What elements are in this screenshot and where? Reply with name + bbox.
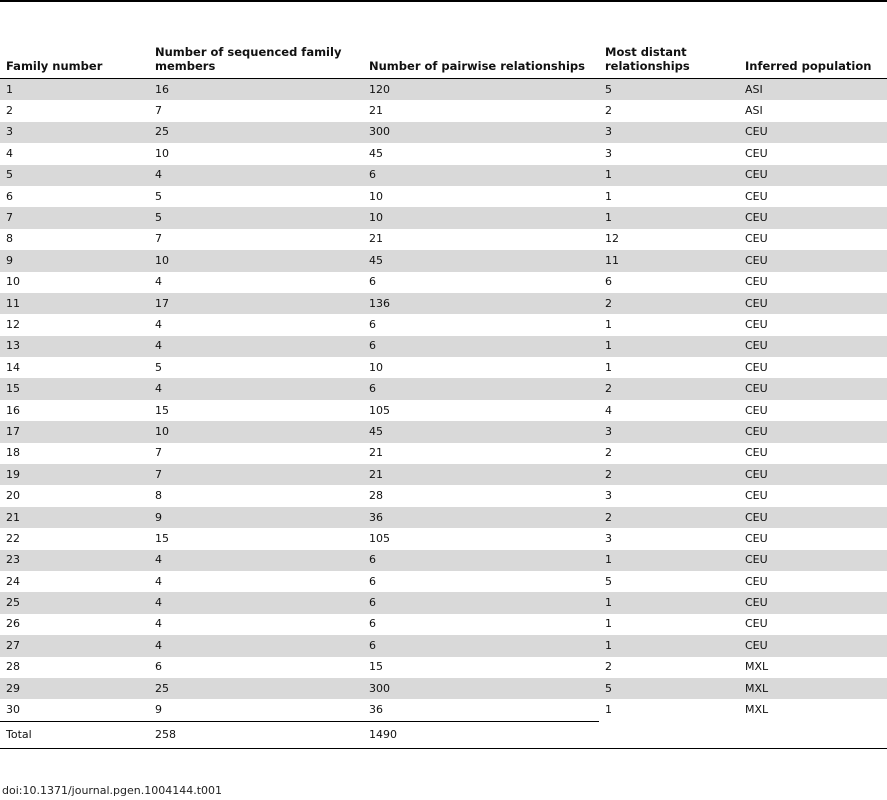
table-row [0,272,887,293]
cell-family-number: 5 [0,165,149,186]
cell-most-distant: 2 [599,507,739,528]
cell-inferred-population: CEU [739,421,887,442]
cell-pairwise-relationships: 300 [363,678,599,699]
cell-family-number: 8 [6,232,13,246]
cell-most-distant: 2 [599,464,739,485]
cell-most-distant: 2 [599,293,739,314]
table-row [0,79,887,101]
cell-most-distant: 11 [599,250,739,271]
cell-inferred-population: CEU [739,635,887,656]
cell-pairwise-relationships: 6 [363,378,599,399]
cell-sequenced-members: 15 [155,403,169,417]
cell-most-distant: 1 [599,207,739,228]
cell-most-distant: 1 [605,317,612,331]
total-label: Total [0,721,149,748]
header-inferred-population: Inferred population [739,27,887,79]
table-row [0,443,887,464]
cell-inferred-population: CEU [739,378,887,399]
cell-family-number: 15 [0,378,149,399]
cell-most-distant: 3 [605,531,612,545]
cell-most-distant: 1 [599,635,739,656]
cell-inferred-population: MXL [745,660,769,674]
cell-most-distant: 1 [605,617,612,631]
cell-sequenced-members: 7 [155,232,162,246]
cell-family-number: 29 [0,678,149,699]
cell-most-distant: 1 [599,165,739,186]
table-row [0,336,887,357]
cell-family-number: 24 [6,574,20,588]
cell-inferred-population: CEU [745,531,768,545]
cell-pairwise-relationships: 6 [369,317,376,331]
table-row [0,229,887,250]
cell-sequenced-members: 25 [149,122,363,143]
cell-pairwise-relationships: 36 [369,703,383,717]
cell-sequenced-members: 9 [155,703,162,717]
cell-inferred-population: CEU [739,250,887,271]
cell-pairwise-relationships: 28 [369,489,383,503]
cell-most-distant: 2 [605,660,612,674]
cell-family-number: 4 [6,146,13,160]
cell-family-number: 18 [6,446,20,460]
cell-sequenced-members: 7 [155,104,162,118]
cell-family-number: 2 [6,104,13,118]
cell-sequenced-members: 5 [149,207,363,228]
cell-inferred-population: MXL [745,703,769,717]
cell-most-distant: 1 [599,336,739,357]
cell-family-number: 12 [6,317,20,331]
cell-pairwise-relationships: 6 [363,165,599,186]
cell-inferred-population: CEU [745,403,768,417]
table-row [0,250,887,271]
total-most-distant [599,721,739,748]
cell-sequenced-members: 7 [155,446,162,460]
cell-most-distant: 3 [599,421,739,442]
cell-most-distant: 3 [605,489,612,503]
cell-family-number: 1 [0,79,149,101]
table-row [0,464,887,485]
cell-pairwise-relationships: 6 [369,574,376,588]
cell-most-distant: 1 [599,592,739,613]
cell-family-number: 25 [0,592,149,613]
cell-sequenced-members: 4 [155,617,162,631]
cell-sequenced-members: 6 [155,660,162,674]
cell-most-distant: 2 [605,104,612,118]
cell-sequenced-members: 4 [149,550,363,571]
cell-pairwise-relationships: 10 [369,189,383,203]
cell-inferred-population: ASI [739,79,887,101]
table-row [0,571,887,592]
cell-inferred-population: CEU [745,617,768,631]
table-row [0,293,887,314]
total-row [0,721,887,748]
header-most-distant: Most distant relationships [599,27,739,79]
cell-sequenced-members: 4 [149,336,363,357]
cell-most-distant: 6 [605,275,612,289]
cell-pairwise-relationships: 6 [363,635,599,656]
cell-pairwise-relationships: 21 [363,464,599,485]
table-row [0,528,887,549]
cell-family-number: 11 [0,293,149,314]
cell-most-distant: 1 [605,360,612,374]
cell-family-number: 22 [6,531,20,545]
cell-sequenced-members: 10 [149,421,363,442]
cell-pairwise-relationships: 300 [363,122,599,143]
cell-family-number: 21 [0,507,149,528]
cell-sequenced-members: 10 [149,250,363,271]
table-row [0,678,887,699]
cell-sequenced-members: 4 [149,378,363,399]
cell-family-number: 10 [6,275,20,289]
cell-pairwise-relationships: 10 [363,207,599,228]
cell-family-number: 14 [6,360,20,374]
cell-pairwise-relationships: 21 [369,104,383,118]
cell-family-number: 27 [0,635,149,656]
cell-most-distant: 5 [605,574,612,588]
cell-inferred-population: CEU [745,189,768,203]
cell-inferred-population: CEU [739,336,887,357]
cell-family-number: 16 [6,403,20,417]
cell-most-distant: 5 [599,79,739,101]
cell-family-number: 30 [6,703,20,717]
cell-pairwise-relationships: 105 [369,403,390,417]
total-population [739,721,887,748]
cell-sequenced-members: 15 [155,531,169,545]
cell-inferred-population: CEU [745,446,768,460]
cell-inferred-population: CEU [745,360,768,374]
cell-sequenced-members: 4 [149,165,363,186]
cell-pairwise-relationships: 136 [363,293,599,314]
table-row [0,485,887,506]
cell-inferred-population: CEU [745,232,768,246]
cell-pairwise-relationships: 6 [363,550,599,571]
table-row [0,550,887,571]
cell-pairwise-relationships: 36 [363,507,599,528]
table-row [0,165,887,186]
cell-family-number: 26 [6,617,20,631]
table-row [0,207,887,228]
cell-most-distant: 3 [599,122,739,143]
total-pairwise: 1490 [363,721,599,748]
cell-sequenced-members: 5 [155,189,162,203]
cell-most-distant: 2 [599,378,739,399]
cell-inferred-population: CEU [739,507,887,528]
cell-most-distant: 1 [605,703,612,717]
cell-family-number: 23 [0,550,149,571]
table-row [0,100,887,121]
header-sequenced-members: Number of sequenced family members [149,27,363,79]
cell-most-distant: 3 [605,146,612,160]
cell-sequenced-members: 9 [149,507,363,528]
table-row [0,507,887,528]
header-row [0,27,887,79]
table-row [0,357,887,378]
cell-sequenced-members: 25 [149,678,363,699]
table-row [0,614,887,635]
cell-most-distant: 1 [605,189,612,203]
cell-inferred-population: CEU [739,122,887,143]
cell-inferred-population: CEU [745,317,768,331]
doi-caption: doi:10.1371/journal.pgen.1004144.t001 [2,784,223,797]
cell-sequenced-members: 16 [149,79,363,101]
cell-pairwise-relationships: 120 [363,79,599,101]
cell-inferred-population: CEU [739,165,887,186]
cell-pairwise-relationships: 45 [363,250,599,271]
family-table [0,27,887,749]
cell-most-distant: 2 [605,446,612,460]
cell-inferred-population: CEU [739,207,887,228]
cell-most-distant: 12 [605,232,619,246]
cell-inferred-population: MXL [739,678,887,699]
cell-family-number: 20 [6,489,20,503]
cell-pairwise-relationships: 6 [363,336,599,357]
table-row [0,122,887,143]
table-row [0,421,887,442]
cell-inferred-population: CEU [745,275,768,289]
cell-sequenced-members: 4 [155,574,162,588]
cell-inferred-population: CEU [739,464,887,485]
table-body [0,79,887,722]
cell-most-distant: 4 [605,403,612,417]
cell-inferred-population: ASI [745,104,763,118]
table-row [0,400,887,421]
total-members: 258 [149,721,363,748]
cell-pairwise-relationships: 15 [369,660,383,674]
cell-inferred-population: CEU [745,574,768,588]
cell-pairwise-relationships: 45 [369,146,383,160]
cell-family-number: 9 [0,250,149,271]
cell-sequenced-members: 8 [155,489,162,503]
cell-inferred-population: CEU [739,550,887,571]
cell-sequenced-members: 4 [149,635,363,656]
cell-family-number: 19 [0,464,149,485]
top-rule [0,0,887,2]
cell-pairwise-relationships: 6 [363,592,599,613]
cell-pairwise-relationships: 45 [363,421,599,442]
cell-inferred-population: CEU [739,293,887,314]
cell-most-distant: 1 [599,550,739,571]
table-row [0,592,887,613]
cell-inferred-population: CEU [739,592,887,613]
table-row [0,635,887,656]
cell-pairwise-relationships: 6 [369,275,376,289]
cell-sequenced-members: 4 [149,592,363,613]
cell-pairwise-relationships: 10 [369,360,383,374]
cell-family-number: 17 [0,421,149,442]
table-row [0,143,887,164]
cell-pairwise-relationships: 21 [369,232,383,246]
cell-family-number: 28 [6,660,20,674]
table-row [0,314,887,335]
cell-pairwise-relationships: 105 [369,531,390,545]
cell-inferred-population: CEU [745,146,768,160]
cell-sequenced-members: 4 [155,275,162,289]
cell-sequenced-members: 10 [155,146,169,160]
table-row [0,657,887,678]
cell-family-number: 6 [6,189,13,203]
cell-inferred-population: CEU [745,489,768,503]
cell-family-number: 7 [0,207,149,228]
table-row [0,186,887,207]
cell-sequenced-members: 7 [149,464,363,485]
table-row [0,699,887,721]
cell-sequenced-members: 17 [149,293,363,314]
cell-pairwise-relationships: 6 [369,617,376,631]
header-pairwise-relationships: Number of pairwise relationships [363,27,599,79]
cell-pairwise-relationships: 21 [369,446,383,460]
cell-family-number: 13 [0,336,149,357]
cell-sequenced-members: 5 [155,360,162,374]
table-row [0,378,887,399]
cell-sequenced-members: 4 [155,317,162,331]
header-family-number: Family number [0,27,149,79]
cell-most-distant: 5 [599,678,739,699]
cell-family-number: 3 [0,122,149,143]
